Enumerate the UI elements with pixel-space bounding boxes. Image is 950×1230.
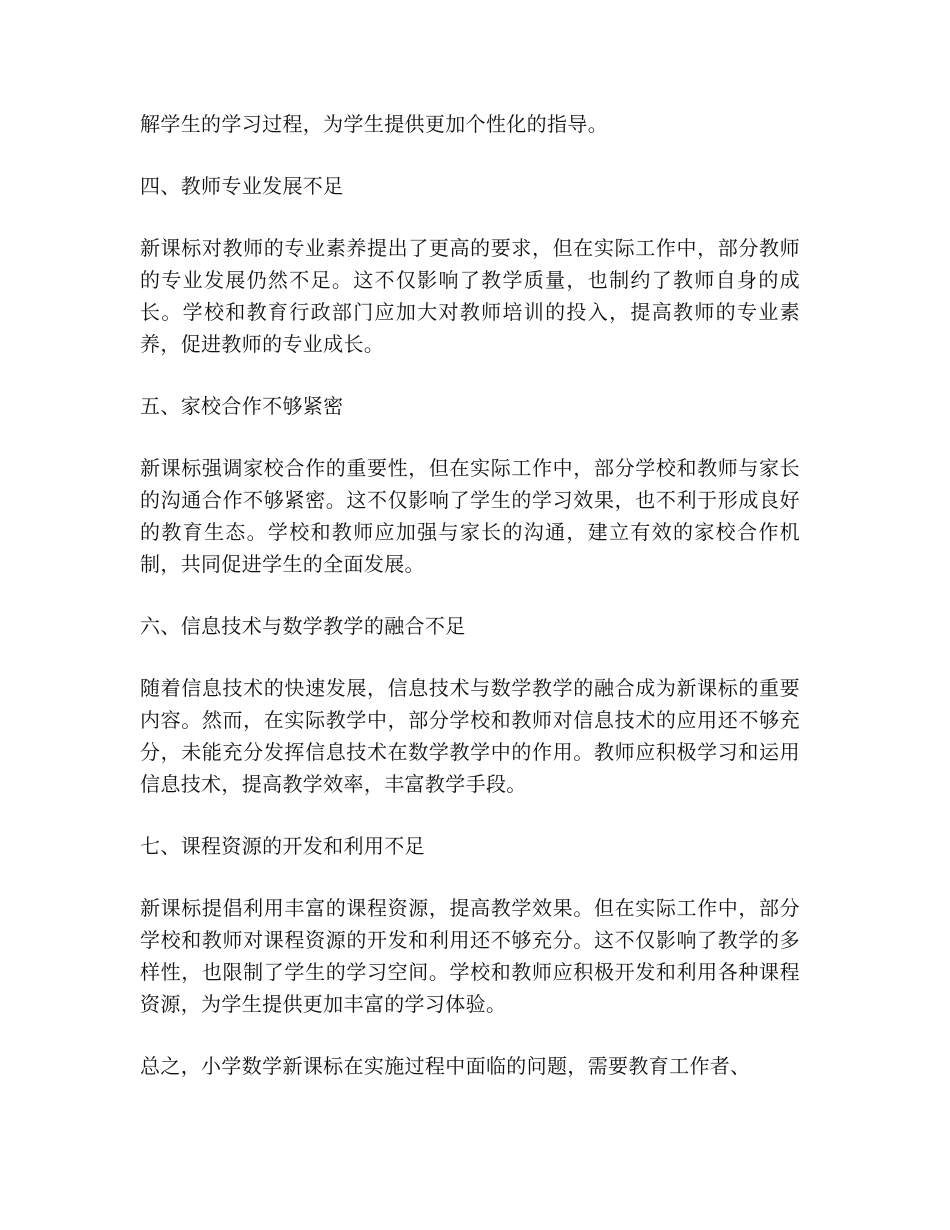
document-page <box>140 108 800 1082</box>
section-heading-7: 七、课程资源的开发和利用不足 <box>140 834 425 858</box>
section-heading-4: 四、教师专业发展不足 <box>140 174 344 198</box>
section-heading-6: 六、信息技术与数学教学的融合不足 <box>140 614 466 638</box>
paragraph-section-7: 新课标提倡利用丰富的课程资源，提高教学效果。但在实际工作中，部分学校和教师对课程资源的开发和利用还不够充分。这不仅影响了教学的多样性，也限制了学生的学习空间。学校和教师应积极开发和利用各种课程资源，为学生提供更加丰富的学习体验。 <box>140 896 800 1016</box>
paragraph-section-6: 随着信息技术的快速发展，信息技术与数学教学的融合成为新课标的重要内容。然而，在实际教学中，部分学校和教师对信息技术的应用还不够充分，未能充分发挥信息技术在数学教学中的作用。教师应积极学习和运用信息技术，提高教学效率，丰富教学手段。 <box>140 676 800 796</box>
paragraph-continuation: 解学生的学习过程，为学生提供更加个性化的指导。 <box>140 112 609 136</box>
paragraph-section-5: 新课标强调家校合作的重要性，但在实际工作中，部分学校和教师与家长的沟通合作不够紧密。这不仅影响了学生的学习效果，也不利于形成良好的教育生态。学校和教师应加强与家长的沟通，建立有效的家校合作机制，共同促进学生的全面发展。 <box>140 456 800 576</box>
paragraph-conclusion: 总之，小学数学新课标在实施过程中面临的问题，需要教育工作者、 <box>140 1054 751 1078</box>
section-heading-5: 五、家校合作不够紧密 <box>140 394 344 418</box>
paragraph-section-4: 新课标对教师的专业素养提出了更高的要求，但在实际工作中，部分教师的专业发展仍然不足。这不仅影响了教学质量，也制约了教师自身的成长。学校和教育行政部门应加大对教师培训的投入，提高教师的专业素养，促进教师的专业成长。 <box>140 236 800 356</box>
